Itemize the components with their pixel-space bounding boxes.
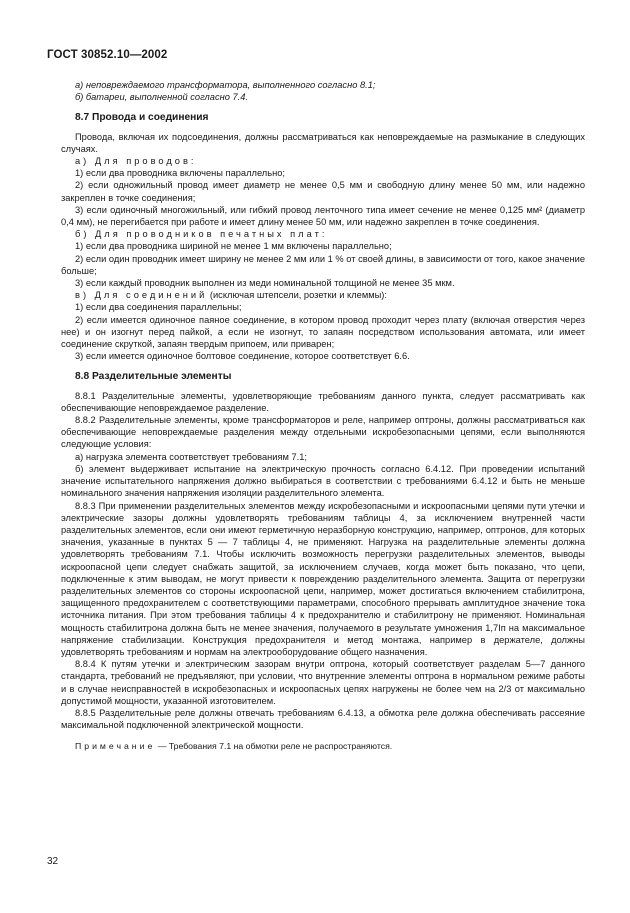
spaced-heading: б) Для проводников печатных плат: [75, 229, 328, 240]
paragraph: 8.8.2 Разделительные элементы, кроме трансформаторов и реле, например оптроны, должны рассматриваться как обеспечивающие неповреждаемые разделения между отдельными искробезопасными цепями, если выполняются следующие условия: [61, 415, 585, 450]
paragraph: 8.8.1 Разделительные элементы, удовлетворяющие требованиям данного пункта, следует рассматривать как обеспечивающие неповреждаемое разделение. [61, 390, 585, 413]
list-item: б) элемент выдерживает испытание на электрическую прочность согласно 6.4.12. При проведении испытаний значение испытательного напряжения должно выбираться в соответствии с требованиями 6.4.12 и быть не меньше номинального значения напряжения изоляции разделительного элемента. [61, 463, 585, 499]
list-item: 2) если один проводник имеет ширину не менее 2 мм или 1 % от своей длины, в зависимости от того, какое значение больше; [61, 253, 585, 276]
list-item: а) нагрузка элемента соответствует требованиям 7.1; [75, 451, 308, 462]
list-item: 1) если два проводника шириной не менее 1 мм включены параллельно; [75, 241, 392, 252]
list-item: 1) если два проводника включены параллельно; [75, 168, 285, 179]
paragraph: 8.8.4 К путям утечки и электрическим зазорам внутри оптрона, который соответствует разделам 5—7 данного стандарта, требований не предъявляют, при условии, что внутренние элементы оптрона в нормальном режиме работы и в случае неисправностей в искробезопасных и искроопасных цепях нагружены не более чем на 2/3 от максимально допустимой мощности, указанной изготовителем. [61, 659, 585, 706]
document-code: ГОСТ 30852.10—2002 [47, 49, 168, 61]
list-item: б) батареи, выполненной согласно 7.4. [75, 92, 248, 103]
spaced-heading: а) Для проводов: [75, 156, 197, 167]
list-heading [61, 155, 585, 167]
list-heading [61, 289, 585, 301]
list-item: а) неповреждаемого трансформатора, выполненного согласно 8.1; [75, 80, 376, 90]
section-heading-8-7: 8.7 Провода и соединения [75, 112, 209, 124]
page-body [61, 79, 585, 753]
list-heading-rest: (исключая штепсели, розетки и клеммы): [207, 290, 387, 301]
note-label: Примечание [75, 741, 156, 752]
page-number: 32 [47, 856, 59, 867]
note [61, 740, 585, 752]
spaced-heading: в) Для соединений [75, 290, 208, 301]
list-heading [61, 228, 585, 240]
paragraph: Провода, включая их подсоединения, должны рассматриваться как неповреждаемые на размыкание в следующих случаях. [61, 131, 585, 154]
list-item: 1) если два соединения параллельны; [75, 302, 242, 313]
list-item: 2) если имеется одиночное паяное соединение, в котором провод проходит через плату (включая отверстия через нее) и он изогнут перед пайкой, а если не изогнут, то запаян посредством использования автомата, или имеет соединение скруткой, запаян твердым припоем, или приварен; [61, 314, 585, 350]
paragraph: 8.8.5 Разделительные реле должны отвечать требованиям 6.4.13, а обмотка реле должна обеспечивать рассеяние максимальной подключенной электрической мощности. [61, 707, 585, 731]
note-text: — Требования 7.1 на обмотки реле не распространяются. [155, 741, 393, 752]
list-item: 2) если одножильный провод имеет диаметр не менее 0,5 мм и свободную длину менее 50 мм, или надежно закреплен в точке соединения; [61, 180, 585, 203]
list-item: 3) если одиночный многожильный, или гибкий провод ленточного типа имеет сечение не менее 0,125 мм² (диаметр 0,4 мм), не перегибается при работе и имеет длину менее 50 мм, или надежно закреплен в точке соединения. [61, 204, 585, 228]
list-item: 3) если каждый проводник выполнен из меди номинальной толщиной не менее 35 мкм. [75, 278, 455, 289]
list-item: 3) если имеется одиночное болтовое соединение, которое соответствует 6.6. [75, 351, 410, 362]
paragraph: 8.8.3 При применении разделительных элементов между искробезопасными и искроопасными цепями пути утечки и электрические зазоры должны удовлетворять требованиям таблицы 4, за исключением внутренней части разделительных элементов, если они имеют герметичную неразборную конструкцию, например, оптронов, для которых значения, указанные в пунктах 5 — 7 таблицы 4, не применяют. Нагрузка на разделительные элементы должна удовлетворять требованиям 7.1. Чтобы исключить возможность перегрузки разделительных элементов, выводы искроопасной цепи следует снабжать защитой, за исключением случаев, когда может быть показано, что цепи, подключенные к этим выводам, не могут привести к повреждению разделительного элемента. Защита от перегрузки разделительных элементов со стороны искроопасной цепи, например, может достигаться включением стабилитрона, защищенного предохранителем с соответствующими параметрами, способного прерывать амплитудное значение тока источника питания. При этом требования таблицы 4 к предохранителю и стабилитрону не применяют. Номинальная мощность стабилитрона должна быть не менее значения, получаемого в результате умножения 1,7Iп на максимальное напряжение стабилизации. Конструкция предохранителя и метод монтажа, например в держателе, должны удовлетворять требованиям и нормам на электрооборудование общего назначения. [61, 500, 585, 657]
section-heading-8-8: 8.8 Разделительные элементы [75, 371, 232, 383]
